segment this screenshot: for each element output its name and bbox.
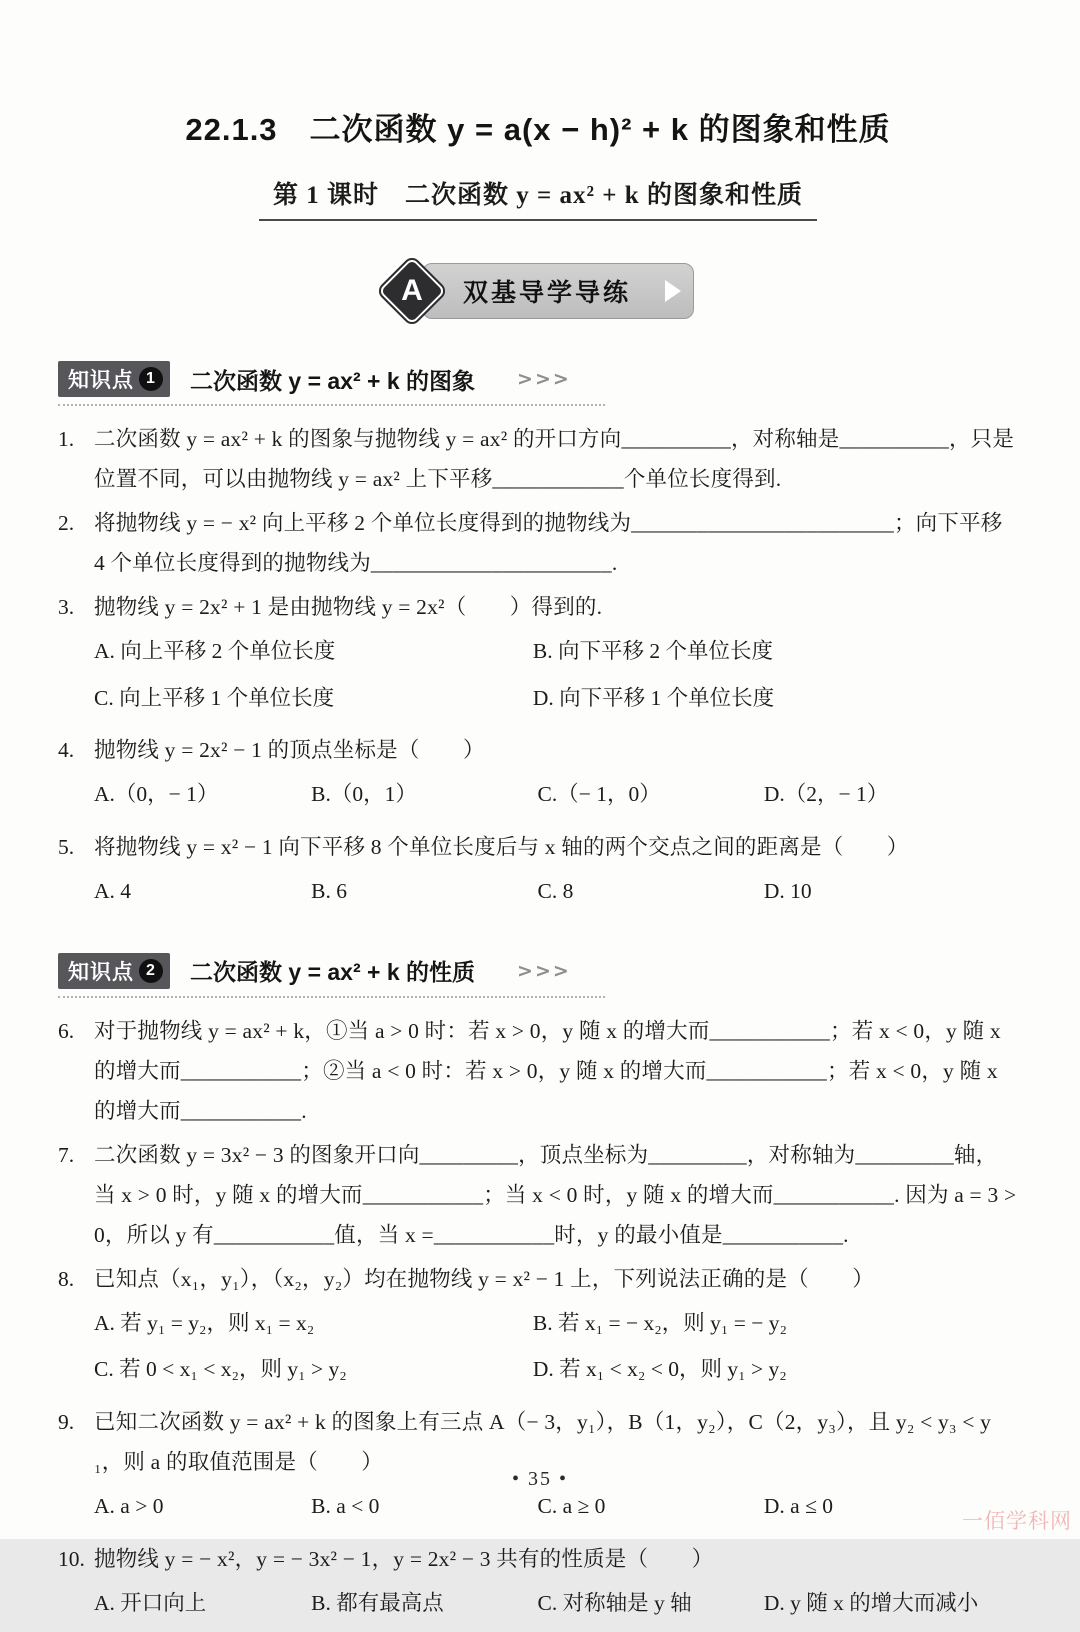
banner-label xyxy=(422,263,694,319)
option-c: C. 向上平移 1 个单位长度 xyxy=(94,685,335,710)
knowledge-point-badge xyxy=(58,361,170,397)
option-b: B. 向下平移 2 个单位长度 xyxy=(532,638,773,663)
option-a: A.（0，− 1） xyxy=(94,782,219,807)
chevrons-icon: >>> xyxy=(517,368,571,390)
badge-number: 2 xyxy=(139,959,163,983)
knowledge-point-badge xyxy=(58,953,170,989)
option-a: A. 若 y₁ = y₂，则 x₁ = x₂ xyxy=(94,1310,315,1335)
banner-inner xyxy=(382,261,694,321)
question-6 xyxy=(58,1012,1018,1132)
question-number: 2. xyxy=(58,510,75,535)
question-text: 已知点（x₁，y₁），（x₂，y₂）均在抛物线 y = x² − 1 上，下列说法正确的是（ ） xyxy=(94,1266,874,1291)
subtitle-wrap xyxy=(58,175,1018,221)
question-text: 抛物线 y = 2x² − 1 的顶点坐标是（ ） xyxy=(94,738,485,763)
question-text: 将抛物线 y = x² − 1 向下平移 8 个单位长度后与 x 轴的两个交点之间的距离是（ ） xyxy=(94,834,909,859)
question-number: 10. xyxy=(58,1546,85,1571)
options-list xyxy=(94,775,1018,814)
question-4 xyxy=(58,731,1018,824)
option-c: C. 对称轴是 y 轴 xyxy=(537,1590,692,1615)
option-c: C. 8 xyxy=(537,878,574,903)
options-list xyxy=(94,872,1018,911)
option-b: B. a < 0 xyxy=(311,1493,380,1518)
options-list xyxy=(94,1487,1018,1526)
options-list xyxy=(94,1304,1018,1389)
question-3 xyxy=(58,588,1018,727)
watermark: 一佰学科网 xyxy=(962,1510,1072,1533)
option-d: D. 若 x₁ < x₂ < 0，则 y₁ > y₂ xyxy=(532,1357,787,1382)
question-text: 将抛物线 y = − x² 向上平移 2 个单位长度得到的抛物线为________________________；向下平移 4 个单位长度得到的抛物线为______________________. xyxy=(94,510,1003,575)
knowledge-point-heading: 二次函数 y = ax² + k 的性质 xyxy=(190,959,476,986)
question-number: 7. xyxy=(58,1142,75,1167)
option-d: D. y 随 x 的增大而减小 xyxy=(763,1590,979,1615)
option-d: D.（2，− 1） xyxy=(763,782,889,807)
option-c: C. 若 0 < x₁ < x₂，则 y₁ > y₂ xyxy=(94,1357,347,1382)
chevrons-icon: >>> xyxy=(517,959,571,982)
banner-label-text: 双基导学导练 xyxy=(462,279,631,307)
option-a: A. 4 xyxy=(94,878,132,903)
badge-text: 知识点 xyxy=(68,369,134,392)
question-number: 9. xyxy=(58,1409,75,1434)
question-number: 4. xyxy=(58,738,75,763)
options-list xyxy=(94,1584,1018,1623)
question-text: 二次函数 y = ax² + k 的图象与抛物线 y = ax² 的开口方向__________，对称轴是__________，只是位置不同，可以由抛物线 y = ax² 上下平移____________个单位长度得到. xyxy=(94,427,1015,491)
question-text: 对于抛物线 y = ax² + k，①当 a > 0 时：若 x > 0，y 随 x 的增大而___________；若 x < 0，y 随 x 的增大而___________；②当 a < 0 时：若 x > 0，y 随 x 的增大而___________；若 x < 0，y 随 x 的增大而___________. xyxy=(94,1018,1001,1123)
option-d: D. a ≤ 0 xyxy=(763,1493,833,1518)
question-number: 6. xyxy=(58,1018,75,1043)
option-a: A. a > 0 xyxy=(94,1493,164,1518)
option-d: D. 向下平移 1 个单位长度 xyxy=(532,685,775,710)
option-a: A. 向上平移 2 个单位长度 xyxy=(94,638,336,663)
question-number: 8. xyxy=(58,1266,75,1291)
question-number: 3. xyxy=(58,594,75,619)
question-5 xyxy=(58,828,1018,921)
option-b: B. 6 xyxy=(311,878,347,903)
knowledge-point-2-header xyxy=(58,953,605,998)
question-number: 1. xyxy=(58,427,75,451)
question-text: 二次函数 y = 3x² − 3 的图象开口向_________，顶点坐标为_________，对称轴为_________轴，当 x > 0 时，y 随 x 的增大而___________；当 x < 0 时，y 随 x 的增大而___________. 因为 a = 3 > 0，所以 y 有___________值，当 x =___________时，y 的最小值是___________. xyxy=(94,1142,1017,1247)
knowledge-point-1-header xyxy=(58,361,605,406)
lesson-subtitle: 第 1 课时 二次函数 y = ax² + k 的图象和性质 xyxy=(259,175,817,221)
knowledge-point-heading: 二次函数 y = ax² + k 的图象 xyxy=(190,367,476,394)
question-7 xyxy=(58,1136,1018,1256)
option-b: B. 都有最高点 xyxy=(311,1590,444,1615)
question-text: 抛物线 y = − x²，y = − 3x² − 1，y = 2x² − 3 共有的性质是（ ） xyxy=(94,1546,714,1571)
question-2 xyxy=(58,504,1018,584)
badge-text: 知识点 xyxy=(68,960,134,984)
question-10 xyxy=(58,1540,1018,1632)
page-number: • 35 • xyxy=(511,1468,568,1490)
option-c: C.（− 1，0） xyxy=(537,782,661,807)
banner-diamond xyxy=(382,261,442,321)
option-b: B. 若 x₁ = − x₂，则 y₁ = − y₂ xyxy=(532,1310,787,1335)
option-c: C. a ≥ 0 xyxy=(537,1493,606,1518)
option-b: B.（0，1） xyxy=(311,782,417,807)
badge-number: 1 xyxy=(139,367,163,391)
question-8 xyxy=(58,1260,1018,1399)
right-arrow-icon xyxy=(665,280,681,302)
option-a: A. 开口向上 xyxy=(94,1590,207,1615)
banner-letter: A xyxy=(401,274,423,307)
section-banner xyxy=(58,261,1018,321)
option-d: D. 10 xyxy=(763,878,812,903)
question-text: 抛物线 y = 2x² + 1 是由抛物线 y = 2x²（ ）得到的. xyxy=(94,594,603,619)
question-1 xyxy=(58,420,1018,500)
page-title: 22.1.3 二次函数 y = a(x − h)² + k 的图象和性质 xyxy=(185,112,891,147)
options-list xyxy=(94,632,1018,717)
question-number: 5. xyxy=(58,834,75,859)
question-text: 已知二次函数 y = ax² + k 的图象上有三点 A（− 3，y₁），B（1，y₂），C（2，y₃），且 y₂ < y₃ < y₁，则 a 的取值范围是（ ） xyxy=(94,1409,992,1474)
